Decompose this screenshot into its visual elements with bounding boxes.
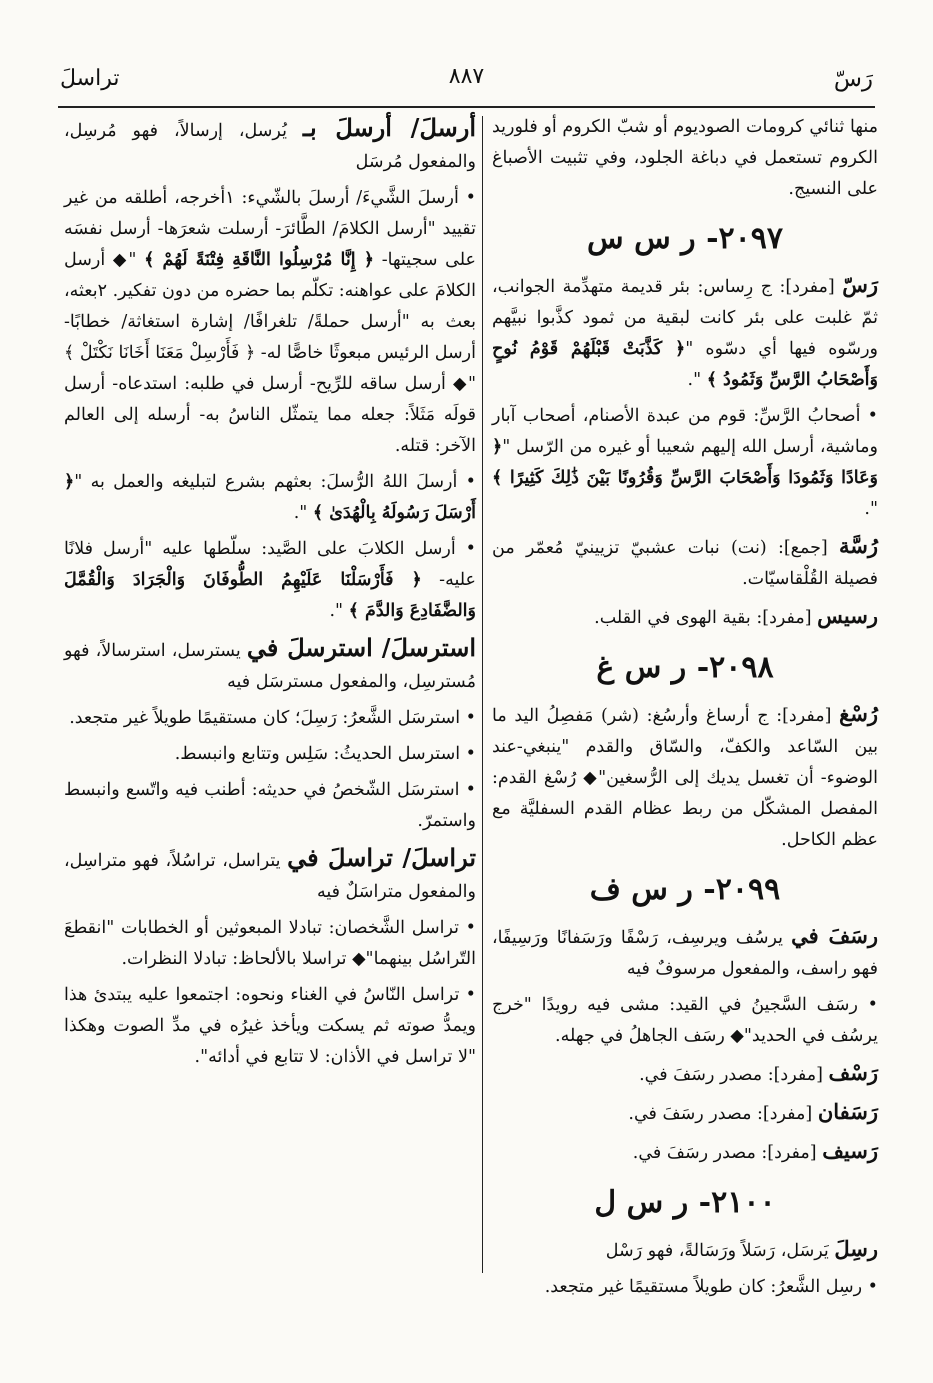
- headword: رسَفَ في: [791, 923, 879, 948]
- headword: رُسَّة: [839, 533, 878, 558]
- headword: رَسيف: [822, 1138, 878, 1163]
- entry: [492, 1272, 878, 1303]
- entry: [64, 775, 476, 837]
- header-last-word: تراسلَ: [60, 66, 120, 91]
- headword: رَسّ: [842, 272, 878, 297]
- quran-quote: ﴿ وَعَادًا وَثَمُودَا وَأَصْحَابَ الرَّسِّ وَقُرُونًا بَيْنَ ذَٰلِكَ كَثِيرًا ﴾: [492, 437, 878, 488]
- definition: يرسُف ويرسِف، رَسْفًا ورَسَفانًا ورَسِيفًا، فهو راسف، والمفعول مرسوفٌ فيه: [492, 928, 878, 979]
- entry: [64, 980, 476, 1073]
- quran-quote: ﴿ إِنَّا مُرْسِلُوا النَّاقَةِ فِتْنَةً لَهُمْ ﴾: [144, 250, 375, 270]
- column-divider: [482, 116, 483, 1273]
- definition: يتراسل، تراسُلاً، فهو متراسِل، والمفعول متراسَلٌ فيه: [64, 851, 476, 902]
- definition: [مفرد]: بقية الهوى في القلب.: [594, 608, 818, 628]
- entry: [64, 842, 476, 908]
- definition: • رسِل الشَّعرُ: كان طويلاً مستقيمًا غير متجعد.: [544, 1277, 878, 1297]
- definition: • استرسل الحديثُ: سَلِس وتتابع وانبسط.: [174, 744, 476, 764]
- definition-tail: ".: [864, 499, 878, 519]
- definition-tail: ".: [687, 370, 707, 390]
- definition: • أرسل الكلابَ على الصَّيد: سلّطها عليه "أرسل فلانًا عليه-: [64, 539, 476, 590]
- entry: [492, 530, 878, 595]
- left-column: [64, 112, 476, 1078]
- header-divider: [58, 106, 875, 108]
- definition: • أصحابُ الرَّسِّ: قوم من عبدة الأصنام، أصحاب آبار وماشية، أرسل الله إليهم شعيبا أو غيره من الرّسل ": [492, 406, 878, 457]
- definition: [مفرد]: مصدر رسَفَ في.: [628, 1104, 818, 1124]
- headword: رُسْغ: [839, 701, 878, 726]
- entry: [492, 1096, 878, 1130]
- entry: [64, 183, 476, 462]
- definition: • استرسَل الشّخصُ في حديثه: أطنب فيه واتّسع وانبسط واستمرّ.: [64, 780, 476, 831]
- entry: [492, 269, 878, 396]
- root-heading: ٢٠٩٩- ر س ف: [589, 872, 781, 907]
- definition: يَرسَل، رَسَلاً ورَسَالةً، فهو رَسْل: [605, 1241, 835, 1261]
- definition-tail: "◆ أرسل الكلامَ على عواهنه: تكلّم بما حضره من دون تفكير. ٢بعثه، بعث به "أرسل حملةً/ تلغرافًا/ إشارة استغاثة/ خطابًا- أرسل الرئيس مبعوثًا خاصًّا له- ﴿ فَأَرْسِلْ مَعَنَا أَخَانَا نَكْتَلْ ﴾ "◆ أرسل ساقه للرِّيح- أرسل في طلبه: استدعاه- أرسل قولَه مَثَلاً: جعله مما يتمثّل الناسُ به- أرسله إلى العالم الآخر: قتله.: [64, 250, 476, 456]
- headword: أرسلَ/ أرسلَ بـ: [302, 113, 476, 142]
- entry: [492, 401, 878, 525]
- definition: • رسَف السَّجينُ في القيد: مشى فيه رويدًا "خرج يرسُف في الحديد"◆ رسَف الجاهلُ في جهله.: [492, 995, 878, 1046]
- definition: [مفرد]: ج أرساغ وأرسُغ: (شر) مَفصِلُ اليد ما بين السّاعد والكفّ، والسّاق والقدم "ينبغي-عند الوضوء- أن تغسل يديك إلى الرُّسغين"◆ رُسْغ القدم: المفصل المشكّل من ربط عظام القدم السفليَّة مع عظم الكاحل.: [492, 706, 878, 850]
- entry: [492, 698, 878, 856]
- quran-quote: ﴿ فَأَرْسَلْنَا عَلَيْهِمُ الطُّوفَانَ وَالْجَرَادَ وَالْقُمَّلَ وَالضَّفَادِعَ وَالدَّمَ ﴾: [64, 570, 476, 621]
- definition: • أرسلَ اللهُ الرُّسلَ: بعثهم بشرع لتبليغه والعمل به ": [74, 472, 476, 492]
- entry: [64, 913, 476, 975]
- entry: [64, 467, 476, 529]
- definition: [مفرد]: مصدر رسَفَ في.: [632, 1143, 823, 1163]
- headword: استرسلَ/ استرسلَ في: [246, 633, 477, 662]
- headword: رسِلَ: [834, 1236, 878, 1261]
- header-root-word: رَسّ: [833, 66, 873, 92]
- entry: [492, 1057, 878, 1091]
- entry: [492, 1135, 878, 1169]
- entry: [492, 600, 878, 634]
- right-column: [492, 112, 878, 1308]
- entry: [492, 990, 878, 1052]
- definition: • أرسلَ الشَّيءَ/ أرسلَ بالشّيء: ١أخرجه، أطلقه من غير تقييد "أرسل الكلامَ/ الطَّائرَ- أرسلت شعرَها- أرسل نفسَه على سجيتها-: [64, 188, 476, 270]
- root-heading: ٢٠٩٧- ر س س: [587, 221, 783, 256]
- page-number: ٨٨٧: [448, 64, 485, 89]
- headword: رَسْف: [828, 1060, 878, 1085]
- definition: [مفرد]: مصدر رسَفَ في.: [639, 1065, 829, 1085]
- definition: • استرسَل الشَّعرُ: رَسِلَ؛ كان مستقيمًا طويلاً غير متجعد.: [69, 708, 476, 728]
- entry: [64, 112, 476, 178]
- headword: رَسَفان: [817, 1099, 878, 1124]
- definition-tail: ".: [329, 601, 349, 621]
- definition: يُرسل، إرسالاً، فهو مُرسِل، والمفعول مُرسَل: [64, 121, 476, 172]
- definition: • تراسل الشَّخصان: تبادلا المبعوثين أو الخطابات "انقطعَ التّراسُل بينهما"◆ تراسلا بالألحاظ: تبادلا النظرات.: [64, 918, 476, 969]
- entry: [64, 632, 476, 698]
- headword: رسيس: [817, 603, 878, 628]
- continuation-text: منها ثنائي كرومات الصوديوم أو شبّ الكروم أو فلوريد الكروم تستعمل في دباغة الجلود، وفي تثبيت الأصباغ على النسيج.: [492, 117, 878, 199]
- entry: [64, 739, 476, 770]
- entry: [64, 703, 476, 734]
- headword: تراسلَ/ تراسلَ في: [287, 843, 476, 872]
- root-heading: ٢٠٩٨- ر س غ: [596, 650, 774, 685]
- definition: [مفرد]: ج رِساس: بئر قديمة متهدِّمة الجوانب، ثمّ غلبت على بئر كانت لبقية من ثمود كذَّبوا نبيَّهم ورسّوه فيها أي دسّوه ": [492, 277, 878, 359]
- definition: [جمع]: (نت) نبات عشبيّ تزيينيّ مُعمّر من فصيلة القُلْقاسيّات.: [492, 538, 878, 589]
- root-heading: ٢١٠٠- ر س ل: [594, 1185, 776, 1220]
- entry: [492, 920, 878, 985]
- definition: يسترسل، استرسالاً، فهو مُسترسِل، والمفعول مسترسَل فيه: [64, 641, 476, 692]
- definition: • تراسل النّاسُ في الغناء ونحوه: اجتمعوا عليه يبتدئ هذا ويمدُّ صوته ثم يسكت ويأخذ غيرُه في مدِّ الصوت وهكذا "لا تراسل في الأذان: لا تتابع في أدائه".: [64, 985, 476, 1067]
- entry: [64, 534, 476, 627]
- quran-quote: ﴿ كَذَّبَتْ قَبْلَهُمْ قَوْمُ نُوحٍ وَأَصْحَابُ الرَّسِّ وَثَمُودُ ﴾: [492, 339, 878, 390]
- page-header: [60, 58, 873, 104]
- entry: [492, 1233, 878, 1267]
- definition-tail: ".: [293, 503, 313, 523]
- quran-quote: ﴿ أَرْسَلَ رَسُولَهُ بِالْهُدَىٰ ﴾: [64, 472, 476, 523]
